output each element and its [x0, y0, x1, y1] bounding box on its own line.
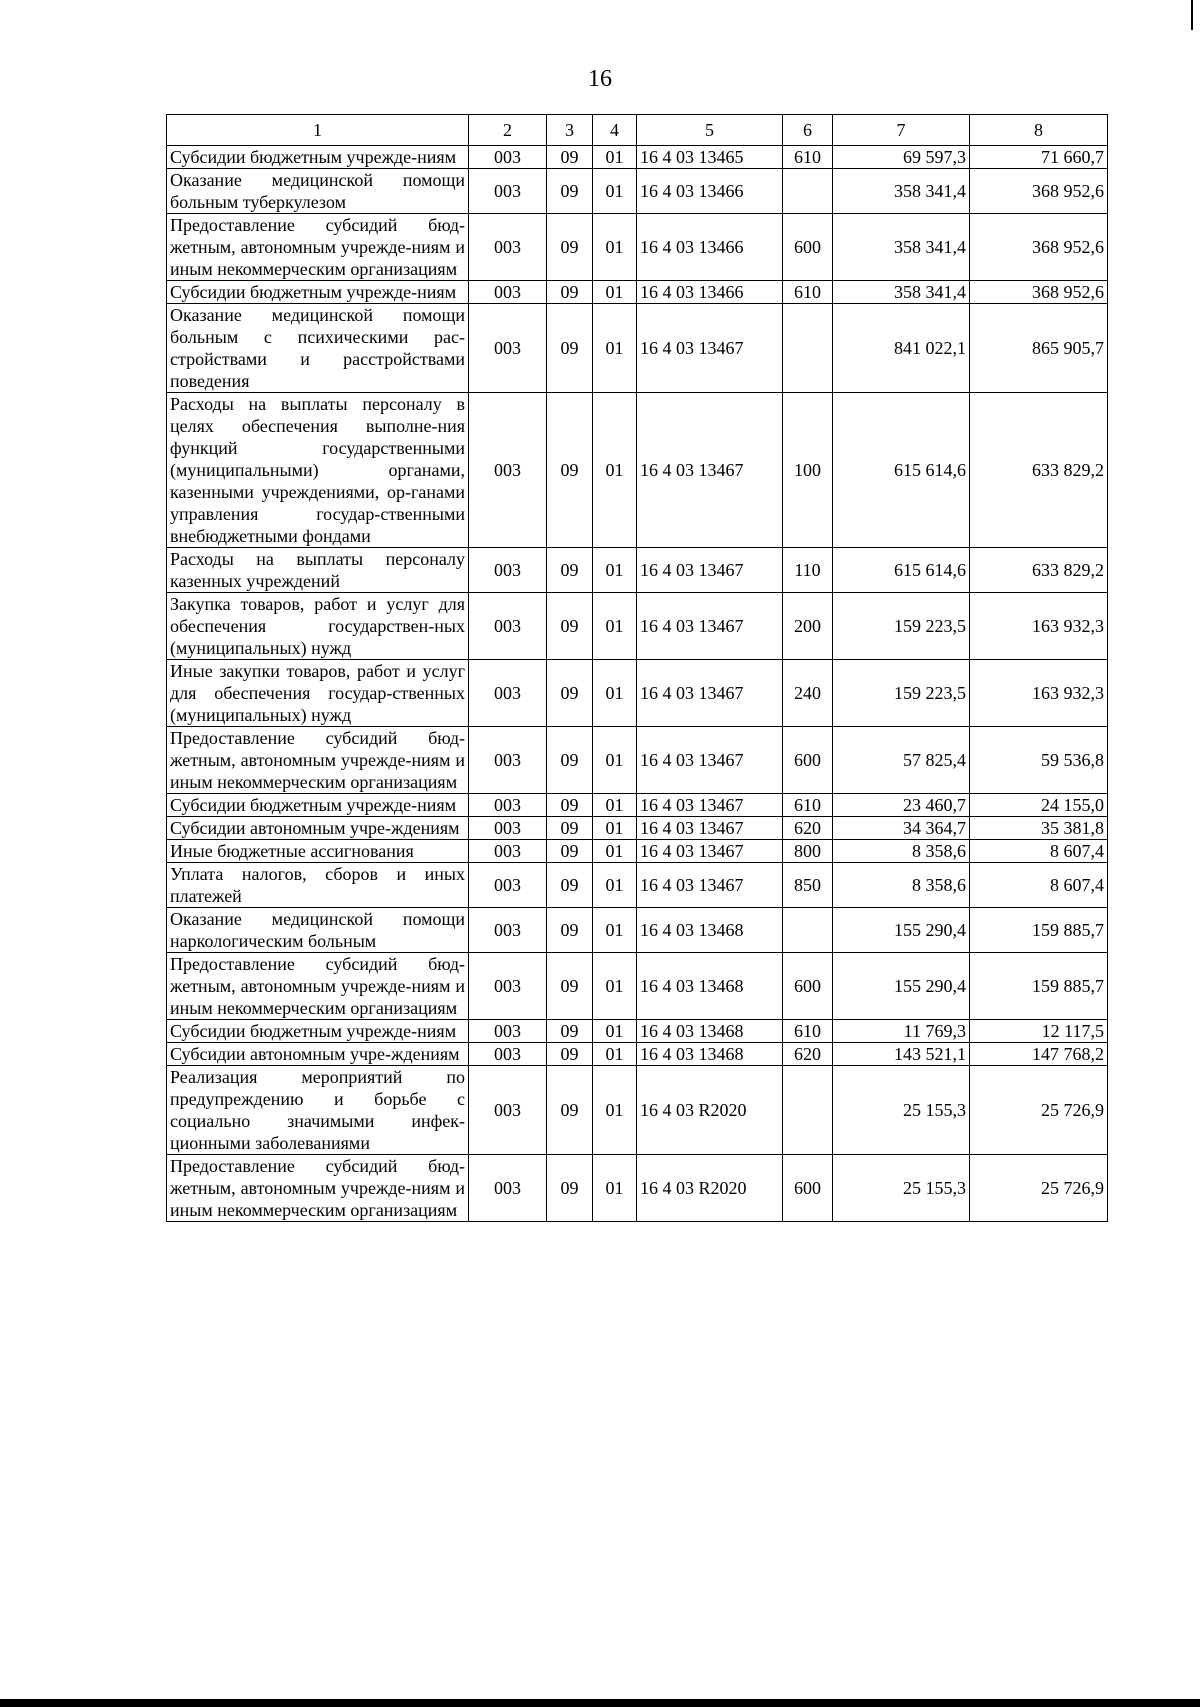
- cell-col8: 35 381,8: [970, 817, 1108, 840]
- cell-col5: 16 4 03 13468: [637, 1020, 783, 1043]
- cell-col3: 09: [547, 548, 593, 593]
- table-row: [167, 214, 1108, 281]
- cell-col8: 12 117,5: [970, 1020, 1108, 1043]
- cell-col3: 09: [547, 840, 593, 863]
- cell-col8: 8 607,4: [970, 840, 1108, 863]
- cell-col7: 615 614,6: [833, 393, 970, 548]
- cell-col8: 71 660,7: [970, 146, 1108, 169]
- cell-col2: 003: [469, 794, 547, 817]
- cell-col2: 003: [469, 727, 547, 794]
- cell-col7: 841 022,1: [833, 304, 970, 393]
- cell-col4: 01: [593, 214, 637, 281]
- cell-col2: 003: [469, 863, 547, 908]
- cell-col2: 003: [469, 548, 547, 593]
- cell-col6: 100: [783, 393, 833, 548]
- cell-col3: 09: [547, 660, 593, 727]
- table-row: [167, 908, 1108, 953]
- row-name: Реализация мероприятий по предупреждению и борьбе с социально значимыми инфек-ционными заболеваниями: [167, 1066, 469, 1155]
- cell-col7: 8 358,6: [833, 863, 970, 908]
- table-row: [167, 863, 1108, 908]
- table-row: [167, 146, 1108, 169]
- table-row: [167, 304, 1108, 393]
- cell-col2: 003: [469, 817, 547, 840]
- cell-col2: 003: [469, 840, 547, 863]
- table-row: [167, 593, 1108, 660]
- cell-col6: [783, 304, 833, 393]
- column-header-4: 4: [593, 115, 637, 146]
- row-name: Субсидии бюджетным учрежде-ниям: [167, 281, 469, 304]
- cell-col6: 850: [783, 863, 833, 908]
- cell-col2: 003: [469, 660, 547, 727]
- table-row: [167, 1020, 1108, 1043]
- cell-col8: 8 607,4: [970, 863, 1108, 908]
- cell-col4: 01: [593, 393, 637, 548]
- row-name: Предоставление субсидий бюд-жетным, автономным учрежде-ниям и иным некоммерческим организациям: [167, 214, 469, 281]
- cell-col4: 01: [593, 817, 637, 840]
- cell-col7: 358 341,4: [833, 169, 970, 214]
- cell-col3: 09: [547, 817, 593, 840]
- cell-col3: 09: [547, 794, 593, 817]
- cell-col5: 16 4 03 13467: [637, 727, 783, 794]
- cell-col3: 09: [547, 593, 593, 660]
- cell-col6: 610: [783, 146, 833, 169]
- cell-col8: 368 952,6: [970, 169, 1108, 214]
- cell-col6: 240: [783, 660, 833, 727]
- cell-col3: 09: [547, 281, 593, 304]
- cell-col5: 16 4 03 13467: [637, 393, 783, 548]
- cell-col8: 59 536,8: [970, 727, 1108, 794]
- table-row: [167, 727, 1108, 794]
- cell-col4: 01: [593, 1043, 637, 1066]
- cell-col3: 09: [547, 727, 593, 794]
- cell-col3: 09: [547, 146, 593, 169]
- cell-col2: 003: [469, 593, 547, 660]
- cell-col4: 01: [593, 304, 637, 393]
- row-name: Иные закупки товаров, работ и услуг для обеспечения государ-ственных (муниципальных) нужд: [167, 660, 469, 727]
- cell-col3: 09: [547, 214, 593, 281]
- table-row: [167, 548, 1108, 593]
- cell-col6: 600: [783, 953, 833, 1020]
- cell-col8: 163 932,3: [970, 593, 1108, 660]
- cell-col2: 003: [469, 1066, 547, 1155]
- cell-col6: 610: [783, 794, 833, 817]
- row-name: Закупка товаров, работ и услуг для обеспечения государствен-ных (муниципальных) нужд: [167, 593, 469, 660]
- cell-col4: 01: [593, 548, 637, 593]
- cell-col7: 358 341,4: [833, 281, 970, 304]
- cell-col4: 01: [593, 908, 637, 953]
- cell-col7: 159 223,5: [833, 660, 970, 727]
- table-row: [167, 817, 1108, 840]
- cell-col4: 01: [593, 794, 637, 817]
- cell-col4: 01: [593, 953, 637, 1020]
- cell-col5: 16 4 03 13467: [637, 660, 783, 727]
- cell-col2: 003: [469, 953, 547, 1020]
- cell-col5: 16 4 03 13467: [637, 863, 783, 908]
- cell-col7: 11 769,3: [833, 1020, 970, 1043]
- row-name: Оказание медицинской помощи наркологическим больным: [167, 908, 469, 953]
- cell-col6: 600: [783, 727, 833, 794]
- cell-col7: 155 290,4: [833, 953, 970, 1020]
- row-name: Субсидии бюджетным учрежде-ниям: [167, 146, 469, 169]
- cell-col5: 16 4 03 13467: [637, 794, 783, 817]
- cell-col4: 01: [593, 1155, 637, 1222]
- cell-col5: 16 4 03 13465: [637, 146, 783, 169]
- budget-table: [166, 114, 1108, 1222]
- cell-col5: 16 4 03 13468: [637, 1043, 783, 1066]
- cell-col7: 358 341,4: [833, 214, 970, 281]
- row-name: Субсидии автономным учре-ждениям: [167, 817, 469, 840]
- cell-col5: 16 4 03 13466: [637, 281, 783, 304]
- table-row: [167, 393, 1108, 548]
- row-name: Оказание медицинской помощи больным с психическими рас-стройствами и расстройствами поведения: [167, 304, 469, 393]
- cell-col7: 143 521,1: [833, 1043, 970, 1066]
- cell-col5: 16 4 03 13467: [637, 548, 783, 593]
- cell-col3: 09: [547, 953, 593, 1020]
- cell-col7: 69 597,3: [833, 146, 970, 169]
- cell-col7: 159 223,5: [833, 593, 970, 660]
- cell-col4: 01: [593, 281, 637, 304]
- row-name: Уплата налогов, сборов и иных платежей: [167, 863, 469, 908]
- cell-col8: 159 885,7: [970, 908, 1108, 953]
- cell-col8: 865 905,7: [970, 304, 1108, 393]
- cell-col5: 16 4 03 13466: [637, 214, 783, 281]
- header-row: [167, 115, 1108, 146]
- cell-col8: 633 829,2: [970, 393, 1108, 548]
- cell-col3: 09: [547, 908, 593, 953]
- table-row: [167, 281, 1108, 304]
- cell-col5: 16 4 03 R2020: [637, 1066, 783, 1155]
- cell-col7: 57 825,4: [833, 727, 970, 794]
- cell-col8: 24 155,0: [970, 794, 1108, 817]
- cell-col8: 25 726,9: [970, 1155, 1108, 1222]
- row-name: Предоставление субсидий бюд-жетным, автономным учрежде-ниям и иным некоммерческим организациям: [167, 727, 469, 794]
- cell-col2: 003: [469, 169, 547, 214]
- cell-col4: 01: [593, 840, 637, 863]
- cell-col7: 23 460,7: [833, 794, 970, 817]
- cell-col4: 01: [593, 169, 637, 214]
- column-header-5: 5: [637, 115, 783, 146]
- cell-col8: 163 932,3: [970, 660, 1108, 727]
- cell-col2: 003: [469, 908, 547, 953]
- table-row: [167, 660, 1108, 727]
- cell-col2: 003: [469, 146, 547, 169]
- column-header-8: 8: [970, 115, 1108, 146]
- cell-col3: 09: [547, 863, 593, 908]
- cell-col8: 147 768,2: [970, 1043, 1108, 1066]
- cell-col3: 09: [547, 1043, 593, 1066]
- cell-col5: 16 4 03 13467: [637, 817, 783, 840]
- cell-col8: 368 952,6: [970, 281, 1108, 304]
- page-number: 16: [588, 66, 612, 92]
- row-name: Предоставление субсидий бюд-жетным, автономным учрежде-ниям и иным некоммерческим организациям: [167, 1155, 469, 1222]
- cell-col8: 159 885,7: [970, 953, 1108, 1020]
- table-row: [167, 840, 1108, 863]
- cell-col4: 01: [593, 660, 637, 727]
- cell-col2: 003: [469, 1043, 547, 1066]
- row-name: Иные бюджетные ассигнования: [167, 840, 469, 863]
- cell-col2: 003: [469, 304, 547, 393]
- cell-col3: 09: [547, 1066, 593, 1155]
- cell-col8: 368 952,6: [970, 214, 1108, 281]
- cell-col8: 25 726,9: [970, 1066, 1108, 1155]
- cell-col6: 110: [783, 548, 833, 593]
- cell-col4: 01: [593, 146, 637, 169]
- cell-col4: 01: [593, 593, 637, 660]
- cell-col4: 01: [593, 1020, 637, 1043]
- cell-col3: 09: [547, 393, 593, 548]
- cell-col6: [783, 169, 833, 214]
- column-header-2: 2: [469, 115, 547, 146]
- row-name: Субсидии бюджетным учрежде-ниям: [167, 1020, 469, 1043]
- cell-col6: 620: [783, 1043, 833, 1066]
- cell-col3: 09: [547, 169, 593, 214]
- cell-col2: 003: [469, 393, 547, 548]
- cell-col5: 16 4 03 13467: [637, 304, 783, 393]
- cell-col3: 09: [547, 1155, 593, 1222]
- cell-col5: 16 4 03 13468: [637, 908, 783, 953]
- cell-col3: 09: [547, 1020, 593, 1043]
- cell-col4: 01: [593, 727, 637, 794]
- row-name: Оказание медицинской помощи больным туберкулезом: [167, 169, 469, 214]
- cell-col6: 600: [783, 1155, 833, 1222]
- cell-col2: 003: [469, 1155, 547, 1222]
- table-row: [167, 953, 1108, 1020]
- cell-col7: 34 364,7: [833, 817, 970, 840]
- row-name: Субсидии автономным учре-ждениям: [167, 1043, 469, 1066]
- cell-col2: 003: [469, 214, 547, 281]
- cell-col5: 16 4 03 13467: [637, 593, 783, 660]
- cell-col6: 800: [783, 840, 833, 863]
- cell-col8: 633 829,2: [970, 548, 1108, 593]
- cell-col6: 610: [783, 281, 833, 304]
- column-header-1: 1: [167, 115, 469, 146]
- cell-col6: 600: [783, 214, 833, 281]
- column-header-7: 7: [833, 115, 970, 146]
- cell-col5: 16 4 03 R2020: [637, 1155, 783, 1222]
- cell-col5: 16 4 03 13468: [637, 953, 783, 1020]
- table-row: [167, 1155, 1108, 1222]
- scan-bottom-edge: [0, 1699, 1200, 1707]
- cell-col6: [783, 908, 833, 953]
- cell-col3: 09: [547, 304, 593, 393]
- cell-col6: [783, 1066, 833, 1155]
- row-name: Субсидии бюджетным учрежде-ниям: [167, 794, 469, 817]
- cell-col5: 16 4 03 13467: [637, 840, 783, 863]
- cell-col7: 25 155,3: [833, 1155, 970, 1222]
- cell-col7: 615 614,6: [833, 548, 970, 593]
- cell-col2: 003: [469, 281, 547, 304]
- row-name: Расходы на выплаты персоналу казенных учреждений: [167, 548, 469, 593]
- cell-col4: 01: [593, 863, 637, 908]
- cell-col5: 16 4 03 13466: [637, 169, 783, 214]
- row-name: Расходы на выплаты персоналу в целях обеспечения выполне-ния функций государственными (муниципальными) органами, казенными учреждениями, ор-ганами управления государ-ственными внебюджетными фондами: [167, 393, 469, 548]
- scan-edge-mark: [1191, 0, 1196, 30]
- cell-col6: 620: [783, 817, 833, 840]
- cell-col7: 155 290,4: [833, 908, 970, 953]
- column-header-3: 3: [547, 115, 593, 146]
- table-row: [167, 169, 1108, 214]
- cell-col6: 610: [783, 1020, 833, 1043]
- table-row: [167, 794, 1108, 817]
- cell-col6: 200: [783, 593, 833, 660]
- cell-col4: 01: [593, 1066, 637, 1155]
- table-row: [167, 1043, 1108, 1066]
- cell-col7: 8 358,6: [833, 840, 970, 863]
- row-name: Предоставление субсидий бюд-жетным, автономным учрежде-ниям и иным некоммерческим организациям: [167, 953, 469, 1020]
- cell-col2: 003: [469, 1020, 547, 1043]
- cell-col7: 25 155,3: [833, 1066, 970, 1155]
- column-header-6: 6: [783, 115, 833, 146]
- table-row: [167, 1066, 1108, 1155]
